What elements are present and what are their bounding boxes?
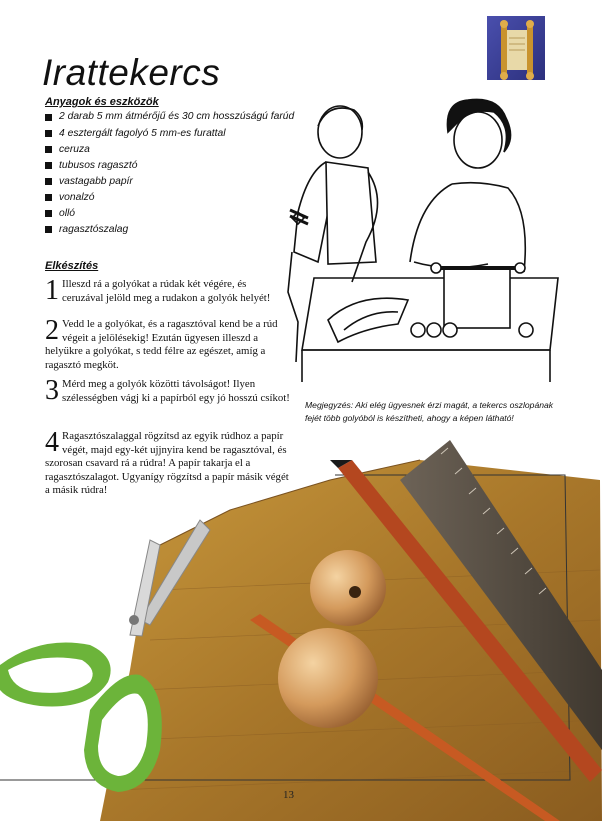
bullet-icon [45, 114, 52, 121]
list-item: 2 darab 5 mm átmérőjű és 30 cm hosszúságú farúd [45, 110, 300, 123]
bullet-icon [45, 146, 52, 153]
bullet-icon [45, 162, 52, 169]
page-number: 13 [283, 789, 294, 801]
step-number: 2 [45, 315, 59, 346]
list-item: tubusos ragasztó [45, 158, 300, 174]
bullet-icon [45, 210, 52, 217]
step-number: 1 [45, 275, 59, 306]
materials-photo [0, 420, 602, 821]
step-number: 4 [45, 427, 59, 458]
materials-list [45, 110, 300, 238]
bullet-icon [45, 178, 52, 185]
step-number: 3 [45, 375, 59, 406]
list-item: ceruza [45, 142, 300, 158]
list-item: olló [45, 206, 300, 222]
instructions-heading: Elkészítés [45, 260, 99, 272]
list-item: vonalzó [45, 190, 300, 206]
list-item: 4 esztergált fagolyó 5 mm-es furattal [45, 126, 300, 142]
list-item: ragasztószalag [45, 222, 300, 238]
scroll-thumbnail [487, 16, 545, 80]
page-title: Irattekercs [42, 52, 221, 93]
bullet-icon [45, 130, 52, 137]
note-text: Megjegyzés: Aki elég ügyesnek érzi magát, a tekercs oszlopának fejét több golyóból is készítheti, ahogy a képen látható! [305, 400, 554, 423]
bullet-icon [45, 226, 52, 233]
step-text: Mérd meg a golyók közötti távolságot! Ilyen szélességben vágj ki a papírból egy jó hosszú csíkot! [62, 378, 290, 404]
step-text: Ragasztószalaggal rögzítsd az egyik rúdhoz a papír végét, majd egy-két ujjnyira kend be ragasztóval, és szorosan csavard rá a rúdra! A papír takarja el a ragasztószalagot. Ugyanígy rögzítsd a papír másik végét a másik rúdra! [45, 430, 289, 497]
step-2 [45, 315, 290, 372]
step-1 [45, 275, 290, 306]
list-item: vastagabb papír [45, 174, 300, 190]
step-text: Vedd le a golyókat, és a ragasztóval kend be a rúd végeit a jelölésekig! Ezután ügyesen illeszd a helyükre a golyókat, s tedd félre az egészet, amíg a ragasztó megköt. [45, 318, 278, 371]
step-text: Illeszd rá a golyókat a rúdak két végére, és ceruzával jelöld meg a rudakon a golyók helyét! [62, 278, 271, 304]
step-3 [45, 375, 290, 406]
bullet-icon [45, 194, 52, 201]
children-illustration [268, 92, 568, 392]
materials-heading: Anyagok és eszközök [45, 96, 159, 108]
